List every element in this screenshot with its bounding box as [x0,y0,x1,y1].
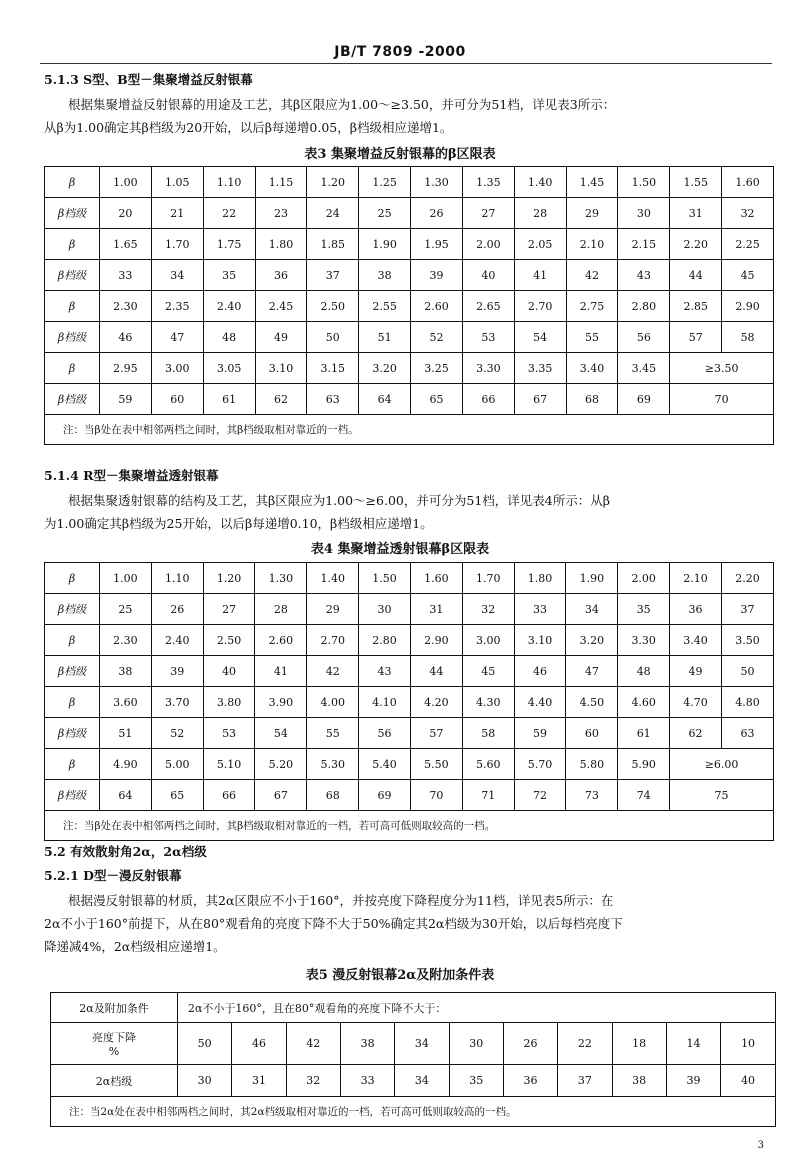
brightness-drop-cell: 22 [558,1023,612,1065]
grade-value-cell: 42 [307,656,359,687]
grade-value-cell: 62 [670,718,722,749]
grade-value-cell: 29 [307,594,359,625]
grade-value-cell: 45 [462,656,514,687]
brightness-drop-cell: 10 [721,1023,776,1065]
grade-value-cell: 40 [462,260,514,291]
table-row [45,384,774,415]
beta-value-cell: 3.05 [203,353,255,384]
beta-value-cell: ≥6.00 [670,749,774,780]
page-number: 3 [757,1140,764,1151]
beta-value-cell: 3.80 [203,687,255,718]
alpha-grade-cell: 30 [178,1065,232,1097]
beta-value-cell: 2.50 [203,625,255,656]
grade-value-cell: 44 [410,656,462,687]
brightness-drop-cell: 34 [395,1023,449,1065]
grade-row-label: β档级 [45,384,100,415]
grade-row-label: β档级 [45,198,100,229]
beta-value-cell: 1.80 [514,563,566,594]
grade-value-cell: 49 [670,656,722,687]
alpha-grade-cell: 34 [395,1065,449,1097]
grade-value-cell: 30 [618,198,670,229]
beta-value-cell: 4.50 [566,687,618,718]
grade-value-cell: 50 [307,322,359,353]
beta-row-label: β [45,749,100,780]
beta-value-cell: 1.10 [151,563,203,594]
beta-value-cell: 2.25 [722,229,774,260]
grade-value-cell: 58 [462,718,514,749]
beta-value-cell: 1.00 [100,563,152,594]
brightness-drop-cell: 14 [666,1023,720,1065]
brightness-drop-cell: 18 [612,1023,666,1065]
grade-value-cell: 54 [514,322,566,353]
beta-value-cell: 4.00 [307,687,359,718]
header-rule [40,63,772,64]
grade-value-cell: 49 [255,322,307,353]
beta-value-cell: 1.20 [307,167,359,198]
grade-value-cell: 50 [721,656,773,687]
grade-value-cell: 61 [203,384,255,415]
t5-grade-label: 2α档级 [51,1065,178,1097]
brightness-drop-cell: 46 [232,1023,286,1065]
beta-value-cell: 2.40 [203,291,255,322]
beta-value-cell: 3.30 [618,625,670,656]
grade-value-cell: 69 [359,780,411,811]
grade-value-cell: 51 [359,322,411,353]
table-row [45,198,774,229]
table-row [45,167,774,198]
grade-value-cell: 62 [255,384,307,415]
beta-value-cell: 5.50 [410,749,462,780]
beta-value-cell: 2.90 [722,291,774,322]
grade-value-cell: 31 [670,198,722,229]
grade-value-cell: 22 [203,198,255,229]
beta-row-label: β [45,291,100,322]
beta-value-cell: 1.60 [722,167,774,198]
beta-value-cell: 1.85 [307,229,359,260]
grade-value-cell: 55 [566,322,618,353]
beta-value-cell: 1.40 [307,563,359,594]
grade-value-cell: 35 [203,260,255,291]
grade-value-cell: 55 [307,718,359,749]
beta-value-cell: 2.80 [359,625,411,656]
grade-value-cell: 59 [100,384,152,415]
beta-value-cell: 2.95 [100,353,152,384]
brightness-drop-cell: 50 [178,1023,232,1065]
grade-value-cell: 39 [411,260,463,291]
beta-value-cell: 3.45 [618,353,670,384]
grade-value-cell: 32 [462,594,514,625]
beta-value-cell: 3.30 [462,353,514,384]
beta-row-label: β [45,563,100,594]
beta-value-cell: 1.30 [255,563,307,594]
grade-value-cell: 51 [100,718,152,749]
grade-value-cell: 28 [514,198,566,229]
beta-value-cell: 1.70 [151,229,203,260]
grade-value-cell: 36 [670,594,722,625]
t5-drop-label [51,1023,178,1065]
grade-value-cell: 52 [151,718,203,749]
beta-value-cell: 1.65 [100,229,152,260]
beta-value-cell: 3.15 [307,353,359,384]
beta-row-label: β [45,353,100,384]
beta-value-cell: 3.20 [566,625,618,656]
beta-value-cell: 2.45 [255,291,307,322]
beta-value-cell: 2.35 [151,291,203,322]
beta-value-cell: 1.90 [359,229,411,260]
beta-row-label: β [45,687,100,718]
table-row [45,718,774,749]
alpha-grade-cell: 35 [449,1065,503,1097]
beta-value-cell: 2.40 [151,625,203,656]
grade-value-cell: 70 [410,780,462,811]
alpha-grade-cell: 33 [340,1065,394,1097]
table-row [45,260,774,291]
beta-value-cell: 2.30 [100,625,152,656]
grade-value-cell: 35 [618,594,670,625]
beta-value-cell: 5.20 [255,749,307,780]
grade-value-cell: 21 [151,198,203,229]
grade-value-cell: 75 [670,780,774,811]
grade-value-cell: 60 [566,718,618,749]
beta-value-cell: 5.60 [462,749,514,780]
beta-value-cell: 2.60 [411,291,463,322]
beta-value-cell: 5.80 [566,749,618,780]
section-5-1-3-line1: 根据集聚增益反射银幕的用途及工艺，其β区限应为1.00～≥3.50，并可分为51档，详见表3所示： [68,97,616,112]
t5-cond-text: 2α不小于160°，且在80°观看角的亮度下降不大于： [178,993,776,1023]
table-note-row [45,811,774,841]
table-row [45,656,774,687]
beta-value-cell: 1.40 [514,167,566,198]
grade-value-cell: 26 [151,594,203,625]
section-5-2-heading: 5.2 有效散射角2α，2α档级 [44,844,207,859]
grade-value-cell: 38 [359,260,411,291]
alpha-grade-cell: 38 [612,1065,666,1097]
grade-value-cell: 71 [462,780,514,811]
grade-value-cell: 28 [255,594,307,625]
grade-value-cell: 39 [151,656,203,687]
grade-row-label: β档级 [45,594,100,625]
beta-value-cell: 2.65 [462,291,514,322]
beta-value-cell: 3.00 [462,625,514,656]
beta-value-cell: 2.20 [721,563,773,594]
brightness-drop-cell: 42 [286,1023,340,1065]
beta-value-cell: 1.30 [411,167,463,198]
grade-value-cell: 53 [462,322,514,353]
grade-value-cell: 67 [255,780,307,811]
grade-value-cell: 67 [514,384,566,415]
beta-value-cell: 4.10 [359,687,411,718]
beta-value-cell: 1.50 [618,167,670,198]
grade-value-cell: 27 [203,594,255,625]
alpha-grade-cell: 36 [503,1065,557,1097]
beta-value-cell: 5.00 [151,749,203,780]
beta-value-cell: 3.25 [411,353,463,384]
beta-value-cell: 2.70 [307,625,359,656]
grade-value-cell: 43 [359,656,411,687]
grade-value-cell: 48 [618,656,670,687]
table-row [45,353,774,384]
table-note: 注：当β处在表中相邻两档之间时，其β档级取相对靠近的一档。 [45,415,774,445]
beta-value-cell: 2.55 [359,291,411,322]
grade-value-cell: 57 [410,718,462,749]
grade-value-cell: 36 [255,260,307,291]
beta-value-cell: 3.40 [670,625,722,656]
grade-value-cell: 37 [307,260,359,291]
beta-value-cell: 1.50 [359,563,411,594]
beta-row-label: β [45,229,100,260]
standard-header: JB/T 7809 -2000 [334,44,466,60]
brightness-drop-cell: 30 [449,1023,503,1065]
beta-value-cell: 2.00 [462,229,514,260]
grade-value-cell: 38 [100,656,152,687]
beta-value-cell: 3.40 [566,353,618,384]
brightness-drop-cell: 38 [340,1023,394,1065]
grade-value-cell: 63 [307,384,359,415]
section-5-2-1-line1: 根据漫反射银幕的材质，其2α区限应不小于160°，并按亮度下降程度分为11档，详见表5所示：在 [68,893,614,908]
grade-value-cell: 46 [100,322,152,353]
beta-value-cell: 2.80 [618,291,670,322]
beta-value-cell: 2.00 [618,563,670,594]
beta-value-cell: 4.60 [618,687,670,718]
grade-value-cell: 64 [359,384,411,415]
grade-row-label: β档级 [45,780,100,811]
grade-value-cell: 24 [307,198,359,229]
beta-value-cell: 1.15 [255,167,307,198]
grade-value-cell: 41 [255,656,307,687]
grade-value-cell: 30 [359,594,411,625]
grade-value-cell: 20 [100,198,152,229]
table-row [45,229,774,260]
table-row [45,291,774,322]
grade-value-cell: 64 [100,780,152,811]
table-row [45,322,774,353]
beta-value-cell: 1.05 [151,167,203,198]
alpha-grade-cell: 32 [286,1065,340,1097]
grade-value-cell: 46 [514,656,566,687]
beta-value-cell: 2.20 [670,229,722,260]
table-row [45,780,774,811]
grade-value-cell: 43 [618,260,670,291]
table-note-row [45,415,774,445]
grade-value-cell: 72 [514,780,566,811]
grade-value-cell: 63 [721,718,773,749]
beta-value-cell: 5.90 [618,749,670,780]
grade-value-cell: 69 [618,384,670,415]
table-3 [44,166,774,445]
grade-value-cell: 61 [618,718,670,749]
grade-value-cell: 70 [670,384,774,415]
beta-value-cell: 1.35 [462,167,514,198]
grade-value-cell: 25 [359,198,411,229]
grade-row-label: β档级 [45,718,100,749]
t5-note: 注：当2α处在表中相邻两档之间时，其2α档级取相对靠近的一档，若可高可低则取较高的一档。 [51,1097,776,1127]
grade-value-cell: 41 [514,260,566,291]
table-4-caption: 表4 集聚增益透射银幕β区限表 [310,542,490,557]
grade-row-label: β档级 [45,322,100,353]
beta-value-cell: 1.00 [100,167,152,198]
beta-value-cell: 2.05 [514,229,566,260]
beta-value-cell: 2.90 [410,625,462,656]
grade-value-cell: 60 [151,384,203,415]
beta-value-cell: 4.80 [721,687,773,718]
brightness-drop-cell: 26 [503,1023,557,1065]
grade-value-cell: 34 [151,260,203,291]
beta-value-cell: 3.10 [255,353,307,384]
table-4 [44,562,774,841]
grade-value-cell: 25 [100,594,152,625]
section-5-1-3-line2: 从β为1.00确定其β档级为20开始，以后β每递增0.05，β档级相应递增1。 [44,120,453,135]
beta-value-cell: 4.90 [100,749,152,780]
beta-value-cell: 2.10 [670,563,722,594]
section-5-1-4-line2: 为1.00确定其β档级为25开始，以后β每递增0.10，β档级相应递增1。 [44,516,433,531]
section-5-2-1-heading: 5.2.1 D型－漫反射银幕 [44,868,182,883]
grade-value-cell: 45 [722,260,774,291]
grade-value-cell: 29 [566,198,618,229]
beta-value-cell: 3.90 [255,687,307,718]
beta-value-cell: 2.85 [670,291,722,322]
beta-value-cell: 1.20 [203,563,255,594]
grade-value-cell: 54 [255,718,307,749]
table-note: 注：当β处在表中相邻两档之间时，其β档级取相对靠近的一档，若可高可低则取较高的一档。 [45,811,774,841]
grade-value-cell: 27 [462,198,514,229]
grade-value-cell: 31 [410,594,462,625]
section-5-1-4-heading: 5.1.4 R型－集聚增益透射银幕 [44,468,219,483]
table-row [45,749,774,780]
grade-value-cell: 53 [203,718,255,749]
beta-value-cell: 3.70 [151,687,203,718]
beta-value-cell: 1.25 [359,167,411,198]
beta-value-cell: 1.90 [566,563,618,594]
section-5-1-4-line1: 根据集聚透射银幕的结构及工艺，其β区限应为1.00～≥6.00，并可分为51档，详见表4所示：从β [68,493,610,508]
table-5-caption: 表5 漫反射银幕2α及附加条件表 [305,968,495,983]
beta-value-cell: 2.10 [566,229,618,260]
beta-value-cell: 5.10 [203,749,255,780]
grade-value-cell: 37 [721,594,773,625]
beta-value-cell: 1.45 [566,167,618,198]
alpha-grade-cell: 31 [232,1065,286,1097]
beta-value-cell: 5.30 [307,749,359,780]
beta-value-cell: 2.15 [618,229,670,260]
beta-value-cell: 2.60 [255,625,307,656]
beta-value-cell: 4.70 [670,687,722,718]
beta-value-cell: 3.10 [514,625,566,656]
beta-value-cell: 2.70 [514,291,566,322]
grade-value-cell: 68 [307,780,359,811]
beta-value-cell: 1.60 [410,563,462,594]
beta-value-cell: 1.70 [462,563,514,594]
section-5-2-1-line2: 2α不小于160°前提下，从在80°观看角的亮度下降不大于50%确定其2α档级为30开始，以后每档亮度下 [44,916,623,931]
beta-value-cell: ≥3.50 [670,353,774,384]
grade-value-cell: 52 [411,322,463,353]
grade-value-cell: 33 [514,594,566,625]
t5-drop-label-line1: 亮度下降 [92,1031,136,1044]
grade-value-cell: 40 [203,656,255,687]
beta-value-cell: 2.75 [566,291,618,322]
beta-value-cell: 1.80 [255,229,307,260]
grade-value-cell: 74 [618,780,670,811]
beta-value-cell: 3.20 [359,353,411,384]
alpha-grade-cell: 39 [666,1065,720,1097]
grade-row-label: β档级 [45,260,100,291]
beta-value-cell: 5.70 [514,749,566,780]
grade-value-cell: 57 [670,322,722,353]
beta-value-cell: 1.95 [411,229,463,260]
table-row [45,594,774,625]
table-row [45,687,774,718]
beta-row-label: β [45,167,100,198]
grade-value-cell: 34 [566,594,618,625]
section-5-2-1-line3: 降递减4%，2α档级相应递增1。 [44,939,226,954]
beta-value-cell: 3.35 [514,353,566,384]
grade-value-cell: 65 [411,384,463,415]
grade-value-cell: 26 [411,198,463,229]
grade-value-cell: 42 [566,260,618,291]
beta-value-cell: 2.50 [307,291,359,322]
alpha-grade-cell: 37 [558,1065,612,1097]
beta-value-cell: 3.60 [100,687,152,718]
beta-value-cell: 4.40 [514,687,566,718]
beta-value-cell: 2.30 [100,291,152,322]
grade-row-label: β档级 [45,656,100,687]
section-5-1-3-heading: 5.1.3 S型、B型－集聚增益反射银幕 [44,72,253,87]
grade-value-cell: 44 [670,260,722,291]
table-5 [50,992,776,1127]
grade-value-cell: 66 [462,384,514,415]
grade-value-cell: 47 [151,322,203,353]
beta-value-cell: 3.50 [721,625,773,656]
t5-drop-label-line2: % [108,1045,120,1058]
grade-value-cell: 56 [618,322,670,353]
beta-value-cell: 3.00 [151,353,203,384]
grade-value-cell: 32 [722,198,774,229]
t5-cond-label: 2α及附加条件 [51,993,178,1023]
beta-value-cell: 4.20 [410,687,462,718]
beta-value-cell: 1.55 [670,167,722,198]
beta-value-cell: 4.30 [462,687,514,718]
grade-value-cell: 23 [255,198,307,229]
grade-value-cell: 68 [566,384,618,415]
alpha-grade-cell: 40 [721,1065,776,1097]
grade-value-cell: 59 [514,718,566,749]
grade-value-cell: 73 [566,780,618,811]
beta-value-cell: 1.75 [203,229,255,260]
table-3-caption: 表3 集聚增益反射银幕的β区限表 [304,147,496,162]
grade-value-cell: 58 [722,322,774,353]
beta-value-cell: 1.10 [203,167,255,198]
table-row [45,625,774,656]
grade-value-cell: 33 [100,260,152,291]
grade-value-cell: 56 [359,718,411,749]
beta-row-label: β [45,625,100,656]
table-row [45,563,774,594]
grade-value-cell: 47 [566,656,618,687]
grade-value-cell: 48 [203,322,255,353]
grade-value-cell: 65 [151,780,203,811]
beta-value-cell: 5.40 [359,749,411,780]
grade-value-cell: 66 [203,780,255,811]
